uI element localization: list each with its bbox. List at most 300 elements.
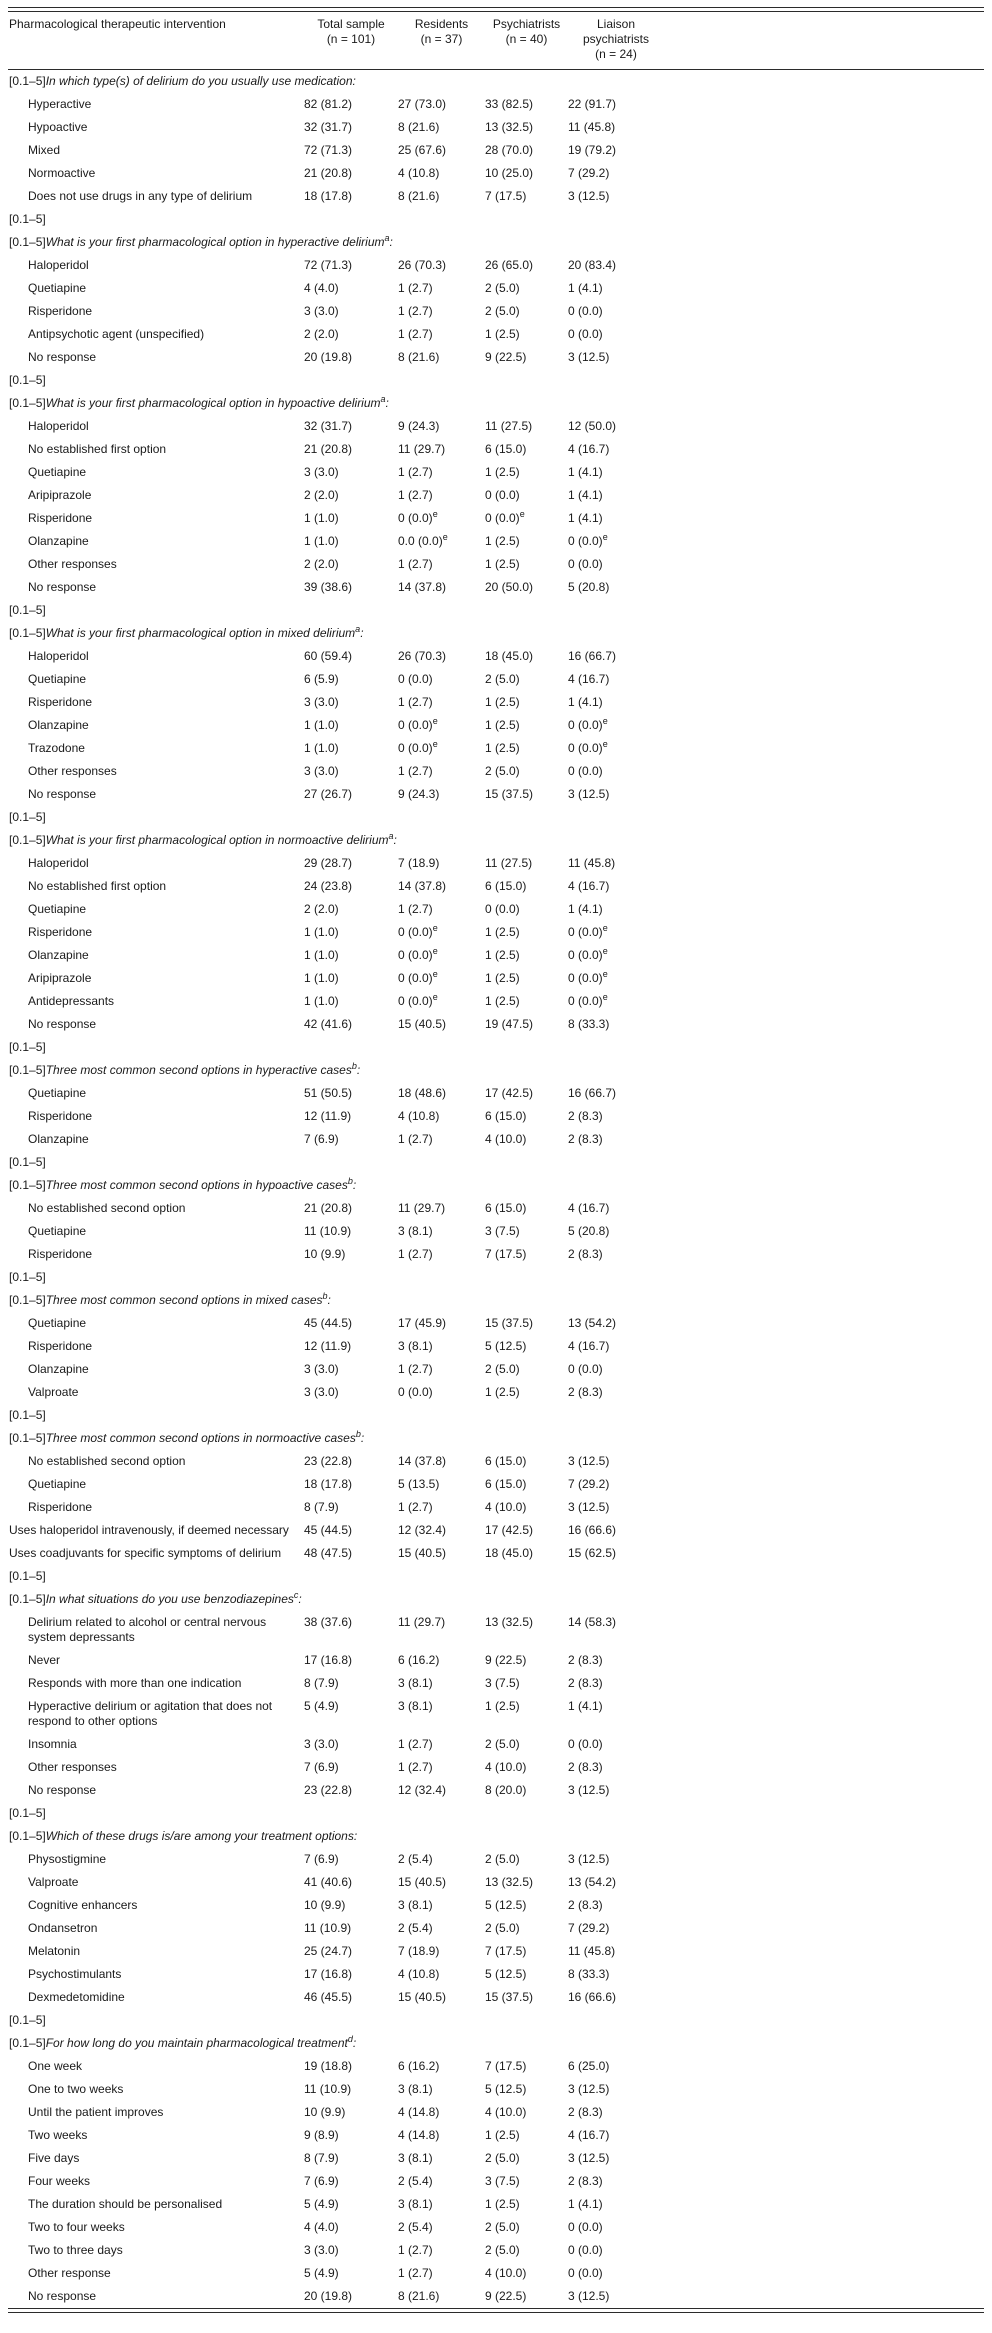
filler-cell bbox=[664, 1473, 984, 1496]
row-label: Haloperidol bbox=[28, 419, 89, 433]
value-cell-total: 72 (71.3) bbox=[304, 258, 353, 272]
value-cell-total: 45 (44.5) bbox=[304, 1523, 353, 1537]
filler-cell bbox=[664, 921, 984, 944]
section-title bbox=[8, 1427, 984, 1450]
spacer-row bbox=[8, 369, 984, 392]
value-cell-residents: 1 (2.7) bbox=[398, 465, 433, 479]
spacer-row bbox=[8, 1266, 984, 1289]
table-row bbox=[8, 1220, 984, 1243]
row-label: Two to three days bbox=[28, 2243, 123, 2257]
value-cell-liaison: 3 (12.5) bbox=[568, 2082, 610, 2096]
value-cell-liaison: 8 (33.3) bbox=[568, 1017, 610, 1031]
value-cell-psychiatrists: 5 (12.5) bbox=[485, 1898, 527, 1912]
table-row bbox=[8, 323, 984, 346]
value-cell-liaison: 2 (8.3) bbox=[568, 1385, 603, 1399]
value-cell-residents: 9 (24.3) bbox=[398, 419, 440, 433]
filler-cell bbox=[664, 645, 984, 668]
section-title-row bbox=[8, 2032, 984, 2055]
value-cell-liaison: 0 (0.0)$^e$ bbox=[568, 716, 608, 732]
value-cell-psychiatrists: 6 (15.0) bbox=[485, 879, 527, 893]
value-cell-total: 3 (3.0) bbox=[304, 2243, 339, 2257]
value-cell-total: 10 (9.9) bbox=[304, 1898, 346, 1912]
row-label: Risperidone bbox=[28, 925, 93, 939]
footnote-ref: b bbox=[355, 1429, 361, 1439]
section-title-text: Which of these drugs is/are among your treatment options bbox=[45, 1829, 354, 1843]
filler-cell bbox=[664, 2147, 984, 2170]
spacer-row bbox=[8, 1802, 984, 1825]
value-cell-total: 5 (4.9) bbox=[304, 1699, 339, 1713]
value-cell-total: 25 (24.7) bbox=[304, 1944, 353, 1958]
header-row bbox=[8, 12, 984, 70]
table-row bbox=[8, 2147, 984, 2170]
value-cell-psychiatrists: 13 (32.5) bbox=[485, 120, 534, 134]
section-title-row bbox=[8, 1059, 984, 1082]
value-cell-total: 7 (6.9) bbox=[304, 1852, 339, 1866]
value-cell-psychiatrists: 1 (2.5) bbox=[485, 465, 520, 479]
filler-cell bbox=[664, 553, 984, 576]
value-cell-total: 42 (41.6) bbox=[304, 1017, 353, 1031]
filler-cell bbox=[664, 714, 984, 737]
value-cell-residents: 3 (8.1) bbox=[398, 1699, 433, 1713]
value-cell-psychiatrists: 2 (5.0) bbox=[485, 281, 520, 295]
section-title-row bbox=[8, 1825, 984, 1848]
value-cell-psychiatrists: 15 (37.5) bbox=[485, 1990, 534, 2004]
table-row bbox=[8, 1848, 984, 1871]
footnote-ref: b bbox=[322, 1291, 328, 1301]
filler-cell bbox=[664, 1243, 984, 1266]
value-cell-residents: 4 (10.8) bbox=[398, 166, 440, 180]
value-cell-residents: 1 (2.7) bbox=[398, 1362, 433, 1376]
value-cell-psychiatrists: 4 (10.0) bbox=[485, 1500, 527, 1514]
value-cell-residents: 1 (2.7) bbox=[398, 327, 433, 341]
filler-cell bbox=[664, 323, 984, 346]
row-label: No response bbox=[28, 1017, 97, 1031]
filler-cell bbox=[664, 1542, 984, 1565]
value-cell-total: 3 (3.0) bbox=[304, 1362, 339, 1376]
filler-cell bbox=[664, 898, 984, 921]
table-row bbox=[8, 1733, 984, 1756]
value-cell-psychiatrists: 1 (2.5) bbox=[485, 2128, 520, 2142]
footnote-ref: e bbox=[442, 532, 448, 542]
section-title bbox=[8, 1825, 984, 1848]
footnote-marker: [0.1–5] bbox=[9, 1293, 46, 1307]
table-row bbox=[8, 760, 984, 783]
section-title-row bbox=[8, 1588, 984, 1611]
value-cell-residents: 3 (8.1) bbox=[398, 1339, 433, 1353]
section-title-text: In which type(s) of delirium do you usually use medication bbox=[45, 74, 353, 88]
filler-cell bbox=[664, 461, 984, 484]
value-cell-total: 45 (44.5) bbox=[304, 1316, 353, 1330]
spacer-row bbox=[8, 806, 984, 829]
value-cell-liaison: 4 (16.7) bbox=[568, 442, 610, 456]
section-title-text: What is your first pharmacological option in hypoactive delirium bbox=[45, 396, 381, 410]
value-cell-residents: 8 (21.6) bbox=[398, 2289, 440, 2303]
footnote-ref: e bbox=[432, 969, 438, 979]
value-cell-residents: 7 (18.9) bbox=[398, 1944, 440, 1958]
value-cell-liaison: 16 (66.7) bbox=[568, 649, 617, 663]
value-cell-residents: 11 (29.7) bbox=[398, 442, 446, 456]
value-cell-psychiatrists: 1 (2.5) bbox=[485, 327, 520, 341]
value-cell-total: 19 (18.8) bbox=[304, 2059, 353, 2073]
value-cell-total: 51 (50.5) bbox=[304, 1086, 353, 1100]
table-row bbox=[8, 2239, 984, 2262]
footnote-marker: [0.1–5] bbox=[9, 1806, 46, 1820]
filler-cell bbox=[664, 1894, 984, 1917]
value-cell-residents: 3 (8.1) bbox=[398, 1898, 433, 1912]
footnote-ref: e bbox=[432, 739, 438, 749]
value-cell-total: 11 (10.9) bbox=[304, 1921, 352, 1935]
column-label: Liaison psychiatrists bbox=[582, 17, 650, 46]
value-cell-liaison: 16 (66.7) bbox=[568, 1086, 617, 1100]
filler-cell bbox=[664, 1848, 984, 1871]
footnote-marker: [0.1–5] bbox=[9, 833, 46, 847]
value-cell-residents: 8 (21.6) bbox=[398, 350, 440, 364]
intervention-table bbox=[8, 12, 984, 2308]
table-row bbox=[8, 921, 984, 944]
footnote-ref: b bbox=[347, 1176, 353, 1186]
filler-cell bbox=[664, 875, 984, 898]
filler-cell bbox=[664, 1519, 984, 1542]
table-row bbox=[8, 967, 984, 990]
row-label: Physostigmine bbox=[28, 1852, 107, 1866]
value-cell-liaison: 3 (12.5) bbox=[568, 350, 610, 364]
value-cell-psychiatrists: 1 (2.5) bbox=[485, 925, 520, 939]
table-row bbox=[8, 875, 984, 898]
filler-cell bbox=[664, 691, 984, 714]
value-cell-residents: 0 (0.0) bbox=[398, 1385, 433, 1399]
footnote-marker: [0.1–5] bbox=[9, 626, 46, 640]
section-title-text: What is your first pharmacological option in mixed delirium bbox=[45, 626, 356, 640]
value-cell-residents: 1 (2.7) bbox=[398, 1500, 433, 1514]
footnote-ref: e bbox=[602, 923, 608, 933]
table-row bbox=[8, 1128, 984, 1151]
filler-cell bbox=[664, 2101, 984, 2124]
section-title-suffix: : bbox=[298, 1592, 302, 1606]
value-cell-liaison: 2 (8.3) bbox=[568, 1760, 603, 1774]
value-cell-liaison: 12 (50.0) bbox=[568, 419, 617, 433]
table-row bbox=[8, 1496, 984, 1519]
value-cell-residents: 26 (70.3) bbox=[398, 258, 447, 272]
value-cell-liaison: 13 (54.2) bbox=[568, 1875, 617, 1889]
value-cell-total: 8 (7.9) bbox=[304, 1500, 339, 1514]
footnote-marker: [0.1–5] bbox=[9, 2036, 46, 2050]
value-cell-residents: 15 (40.5) bbox=[398, 1875, 447, 1889]
filler-cell bbox=[664, 1450, 984, 1473]
value-cell-total: 5 (4.9) bbox=[304, 2266, 339, 2280]
section-title-suffix: : bbox=[385, 396, 389, 410]
value-cell-residents: 1 (2.7) bbox=[398, 695, 433, 709]
value-cell-residents: 6 (16.2) bbox=[398, 1653, 440, 1667]
value-cell-psychiatrists: 17 (42.5) bbox=[485, 1086, 534, 1100]
filler-cell bbox=[664, 990, 984, 1013]
row-label: Haloperidol bbox=[28, 649, 89, 663]
value-cell-psychiatrists: 2 (5.0) bbox=[485, 764, 520, 778]
value-cell-liaison: 2 (8.3) bbox=[568, 2174, 603, 2188]
value-cell-psychiatrists: 20 (50.0) bbox=[485, 580, 534, 594]
row-label: Other responses bbox=[28, 1760, 117, 1774]
value-cell-liaison: 0 (0.0)$^e$ bbox=[568, 992, 608, 1008]
table-row bbox=[8, 714, 984, 737]
value-cell-liaison: 5 (20.8) bbox=[568, 1224, 610, 1238]
filler-cell bbox=[664, 1963, 984, 1986]
row-label: Haloperidol bbox=[28, 258, 89, 272]
section-title-suffix: : bbox=[327, 1293, 331, 1307]
value-cell-liaison: 2 (8.3) bbox=[568, 1132, 603, 1146]
value-cell-residents: 12 (32.4) bbox=[398, 1523, 447, 1537]
row-label: No established second option bbox=[28, 1201, 186, 1215]
row-label: No response bbox=[28, 787, 97, 801]
value-cell-liaison: 3 (12.5) bbox=[568, 2151, 610, 2165]
table-row bbox=[8, 1082, 984, 1105]
value-cell-liaison: 19 (79.2) bbox=[568, 143, 617, 157]
table-row bbox=[8, 116, 984, 139]
value-cell-total: 3 (3.0) bbox=[304, 1385, 339, 1399]
value-cell-liaison: 0 (0.0) bbox=[568, 304, 603, 318]
spacer-row bbox=[8, 1151, 984, 1174]
row-label: Other responses bbox=[28, 764, 117, 778]
row-label: Antidepressants bbox=[28, 994, 115, 1008]
table-row bbox=[8, 2285, 984, 2308]
table-row bbox=[8, 1312, 984, 1335]
value-cell-total: 3 (3.0) bbox=[304, 764, 339, 778]
table-row bbox=[8, 668, 984, 691]
value-cell-total: 32 (31.7) bbox=[304, 120, 353, 134]
value-cell-liaison: 16 (66.6) bbox=[568, 1990, 617, 2004]
value-cell-psychiatrists: 2 (5.0) bbox=[485, 1852, 520, 1866]
table-row bbox=[8, 1611, 984, 1649]
value-cell-residents: 14 (37.8) bbox=[398, 1454, 447, 1468]
value-cell-psychiatrists: 9 (22.5) bbox=[485, 2289, 527, 2303]
row-label: No response bbox=[28, 580, 97, 594]
row-label: No response bbox=[28, 350, 97, 364]
row-label: Haloperidol bbox=[28, 856, 89, 870]
value-cell-psychiatrists: 6 (15.0) bbox=[485, 1109, 527, 1123]
value-cell-liaison: 3 (12.5) bbox=[568, 1500, 610, 1514]
value-cell-psychiatrists: 1 (2.5) bbox=[485, 695, 520, 709]
spacer-row bbox=[8, 1404, 984, 1427]
value-cell-liaison: 1 (4.1) bbox=[568, 511, 603, 525]
value-cell-liaison: 20 (83.4) bbox=[568, 258, 617, 272]
footnote-marker: [0.1–5] bbox=[9, 1040, 46, 1054]
table-row bbox=[8, 691, 984, 714]
value-cell-residents: 14 (37.8) bbox=[398, 879, 447, 893]
value-cell-psychiatrists: 4 (10.0) bbox=[485, 2266, 527, 2280]
value-cell-total: 20 (19.8) bbox=[304, 350, 353, 364]
row-label: Olanzapine bbox=[28, 948, 89, 962]
table-row bbox=[8, 1894, 984, 1917]
value-cell-liaison: 1 (4.1) bbox=[568, 281, 603, 295]
value-cell-psychiatrists: 18 (45.0) bbox=[485, 1546, 534, 1560]
value-cell-total: 1 (1.0) bbox=[304, 994, 339, 1008]
row-label: Until the patient improves bbox=[28, 2105, 164, 2119]
value-cell-liaison: 0 (0.0)$^e$ bbox=[568, 969, 608, 985]
value-cell-residents: 2 (5.4) bbox=[398, 1852, 433, 1866]
value-cell-psychiatrists: 1 (2.5) bbox=[485, 2197, 520, 2211]
value-cell-total: 2 (2.0) bbox=[304, 557, 339, 571]
value-cell-liaison: 16 (66.6) bbox=[568, 1523, 617, 1537]
value-cell-psychiatrists: 1 (2.5) bbox=[485, 994, 520, 1008]
table-row bbox=[8, 438, 984, 461]
footnote-marker: [0.1–5] bbox=[9, 235, 46, 249]
row-label: Other response bbox=[28, 2266, 111, 2280]
value-cell-liaison: 11 (45.8) bbox=[568, 120, 616, 134]
row-label: No response bbox=[28, 2289, 97, 2303]
value-cell-total: 2 (2.0) bbox=[304, 327, 339, 341]
section-title-row bbox=[8, 231, 984, 254]
filler-cell bbox=[664, 967, 984, 990]
row-label: Valproate bbox=[28, 1385, 79, 1399]
value-cell-residents: 1 (2.7) bbox=[398, 1247, 433, 1261]
table-row bbox=[8, 2216, 984, 2239]
value-cell-total: 41 (40.6) bbox=[304, 1875, 353, 1889]
table-row bbox=[8, 1871, 984, 1894]
footnote-ref: a bbox=[355, 624, 361, 634]
value-cell-residents: 3 (8.1) bbox=[398, 2197, 433, 2211]
value-cell-liaison: 0 (0.0)$^e$ bbox=[568, 739, 608, 755]
value-cell-residents: 27 (73.0) bbox=[398, 97, 447, 111]
filler-cell bbox=[664, 1496, 984, 1519]
table-row bbox=[8, 277, 984, 300]
row-label: One to two weeks bbox=[28, 2082, 124, 2096]
value-cell-liaison: 1 (4.1) bbox=[568, 488, 603, 502]
row-label: Risperidone bbox=[28, 1339, 93, 1353]
value-cell-residents: 15 (40.5) bbox=[398, 1546, 447, 1560]
value-cell-residents: 12 (32.4) bbox=[398, 1783, 447, 1797]
footnote-ref: e bbox=[602, 716, 608, 726]
table-row bbox=[8, 185, 984, 208]
row-label: Five days bbox=[28, 2151, 80, 2165]
value-cell-residents: 9 (24.3) bbox=[398, 787, 440, 801]
value-cell-residents: 4 (14.8) bbox=[398, 2128, 440, 2142]
filler-cell bbox=[664, 1013, 984, 1036]
value-cell-total: 29 (28.7) bbox=[304, 856, 353, 870]
row-label: One week bbox=[28, 2059, 83, 2073]
row-label: Aripiprazole bbox=[28, 971, 92, 985]
footnote-marker: [0.1–5] bbox=[9, 810, 46, 824]
filler-cell bbox=[664, 2216, 984, 2239]
value-cell-liaison: 0 (0.0)$^e$ bbox=[568, 923, 608, 939]
row-label: Quetiapine bbox=[28, 672, 87, 686]
section-title bbox=[8, 2032, 984, 2055]
section-title-suffix: : bbox=[352, 74, 356, 88]
value-cell-liaison: 0 (0.0) bbox=[568, 2266, 603, 2280]
table-body bbox=[8, 70, 984, 2309]
value-cell-liaison: 1 (4.1) bbox=[568, 2197, 603, 2211]
filler-cell bbox=[664, 2170, 984, 2193]
section-title-row bbox=[8, 622, 984, 645]
filler-cell bbox=[664, 1695, 984, 1733]
row-label: Ondansetron bbox=[28, 1921, 98, 1935]
value-cell-liaison: 0 (0.0) bbox=[568, 764, 603, 778]
column-header-total-sample bbox=[304, 12, 398, 70]
value-cell-liaison: 11 (45.8) bbox=[568, 856, 616, 870]
value-cell-residents: 4 (10.8) bbox=[398, 1967, 440, 1981]
table-row bbox=[8, 1519, 984, 1542]
footnote-ref: e bbox=[602, 992, 608, 1002]
section-title bbox=[8, 1059, 984, 1082]
filler-cell bbox=[664, 2055, 984, 2078]
row-label: Does not use drugs in any type of delirium bbox=[28, 189, 253, 203]
value-cell-psychiatrists: 4 (10.0) bbox=[485, 1132, 527, 1146]
value-cell-residents: 1 (2.7) bbox=[398, 902, 433, 916]
value-cell-residents: 2 (5.4) bbox=[398, 1921, 433, 1935]
footnote-marker: [0.1–5] bbox=[9, 396, 46, 410]
value-cell-total: 21 (20.8) bbox=[304, 1201, 353, 1215]
value-cell-psychiatrists: 1 (2.5) bbox=[485, 534, 520, 548]
table-row bbox=[8, 1542, 984, 1565]
value-cell-residents: 11 (29.7) bbox=[398, 1201, 446, 1215]
value-cell-residents: 0 (0.0) bbox=[398, 672, 433, 686]
filler-cell bbox=[664, 783, 984, 806]
table-row bbox=[8, 553, 984, 576]
filler-cell bbox=[664, 162, 984, 185]
section-title-suffix: : bbox=[353, 1829, 358, 1843]
value-cell-residents: 1 (2.7) bbox=[398, 488, 433, 502]
filler-cell bbox=[664, 2285, 984, 2308]
value-cell-total: 1 (1.0) bbox=[304, 971, 339, 985]
value-cell-residents: 3 (8.1) bbox=[398, 1676, 433, 1690]
value-cell-psychiatrists: 8 (20.0) bbox=[485, 1783, 527, 1797]
section-title-suffix: : bbox=[352, 1178, 357, 1192]
value-cell-total: 3 (3.0) bbox=[304, 695, 339, 709]
filler-cell bbox=[664, 530, 984, 553]
row-label: Risperidone bbox=[28, 1247, 93, 1261]
spacer-row bbox=[8, 599, 984, 622]
section-title-row bbox=[8, 1174, 984, 1197]
value-cell-total: 2 (2.0) bbox=[304, 902, 339, 916]
row-label: Cognitive enhancers bbox=[28, 1898, 138, 1912]
row-label: Delirium related to alcohol or central nervous system depressants bbox=[28, 1615, 267, 1644]
value-cell-residents: 8 (21.6) bbox=[398, 189, 440, 203]
row-label: The duration should be personalised bbox=[28, 2197, 223, 2211]
value-cell-liaison: 4 (16.7) bbox=[568, 879, 610, 893]
value-cell-psychiatrists: 2 (5.0) bbox=[485, 304, 520, 318]
column-header-psychiatrists bbox=[485, 12, 568, 70]
filler-cell bbox=[664, 1986, 984, 2009]
value-cell-residents: 0 (0.0)$^e$ bbox=[398, 509, 438, 525]
value-cell-psychiatrists: 0 (0.0) bbox=[485, 902, 520, 916]
value-cell-liaison: 0 (0.0) bbox=[568, 327, 603, 341]
value-cell-residents: 26 (70.3) bbox=[398, 649, 447, 663]
section-title-text: For how long do you maintain pharmacological treatment bbox=[45, 2036, 348, 2050]
section-title bbox=[8, 1588, 984, 1611]
column-label: Residents bbox=[414, 17, 469, 31]
value-cell-liaison: 11 (45.8) bbox=[568, 1944, 616, 1958]
value-cell-liaison: 6 (25.0) bbox=[568, 2059, 610, 2073]
filler-cell bbox=[664, 1358, 984, 1381]
value-cell-psychiatrists: 6 (15.0) bbox=[485, 442, 527, 456]
filler-cell bbox=[664, 668, 984, 691]
row-label: Quetiapine bbox=[28, 465, 87, 479]
value-cell-liaison: 22 (91.7) bbox=[568, 97, 617, 111]
value-cell-liaison: 2 (8.3) bbox=[568, 1247, 603, 1261]
value-cell-psychiatrists: 6 (15.0) bbox=[485, 1477, 527, 1491]
value-cell-liaison: 2 (8.3) bbox=[568, 2105, 603, 2119]
value-cell-residents: 0 (0.0)$^e$ bbox=[398, 739, 438, 755]
table-row bbox=[8, 1243, 984, 1266]
value-cell-psychiatrists: 11 (27.5) bbox=[485, 856, 533, 870]
table-row bbox=[8, 346, 984, 369]
footnote-ref: e bbox=[602, 532, 608, 542]
table-row bbox=[8, 484, 984, 507]
value-cell-total: 17 (16.8) bbox=[304, 1967, 353, 1981]
footnote-marker: [0.1–5] bbox=[9, 1569, 46, 1583]
section-title-row bbox=[8, 829, 984, 852]
row-label: Mixed bbox=[28, 143, 61, 157]
filler-cell bbox=[664, 1779, 984, 1802]
filler-cell bbox=[664, 507, 984, 530]
row-label: Quetiapine bbox=[28, 1224, 87, 1238]
